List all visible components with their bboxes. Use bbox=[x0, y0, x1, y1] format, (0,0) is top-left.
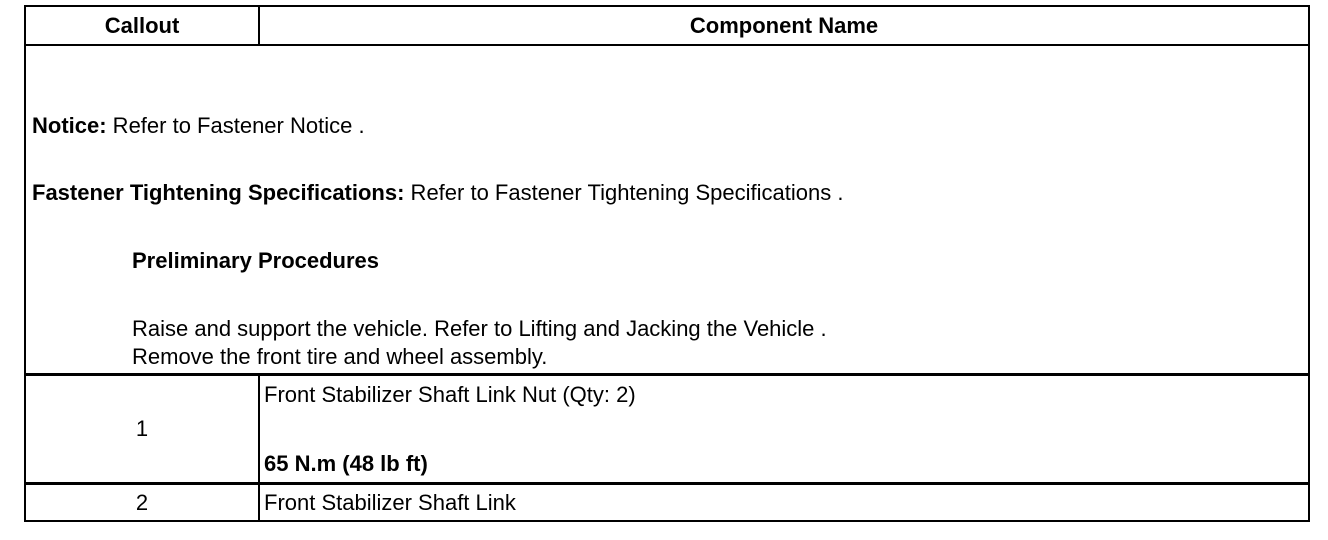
component-table bbox=[24, 5, 1310, 522]
column-divider bbox=[258, 376, 260, 522]
header-callout: Callout bbox=[104, 13, 180, 38]
notes-section bbox=[26, 46, 1308, 376]
callout-number: 1 bbox=[135, 416, 149, 441]
header-row bbox=[26, 7, 1308, 46]
notice-line bbox=[32, 113, 365, 139]
torque-spec: 65 N.m (48 lb ft) bbox=[264, 451, 428, 476]
prelim-step: Remove the front tire and wheel assembly. bbox=[132, 344, 548, 369]
spec-line bbox=[32, 180, 843, 206]
spec-text: Refer to Fastener Tightening Specifications . bbox=[404, 180, 844, 205]
table-row bbox=[26, 376, 1308, 485]
notice-text: Refer to Fastener Notice . bbox=[106, 113, 365, 138]
component-name: Front Stabilizer Shaft Link bbox=[264, 490, 516, 515]
prelim-heading: Preliminary Procedures bbox=[132, 248, 380, 273]
notice-label: Notice: bbox=[32, 113, 107, 138]
component-name: Front Stabilizer Shaft Link Nut (Qty: 2) bbox=[264, 382, 636, 407]
table-row bbox=[26, 485, 1308, 522]
callout-number: 2 bbox=[135, 490, 149, 515]
column-divider bbox=[258, 7, 260, 46]
header-component-name: Component Name bbox=[689, 13, 879, 38]
spec-label: Fastener Tightening Specifications: bbox=[32, 180, 405, 205]
prelim-step: Raise and support the vehicle. Refer to Lifting and Jacking the Vehicle . bbox=[132, 316, 827, 341]
